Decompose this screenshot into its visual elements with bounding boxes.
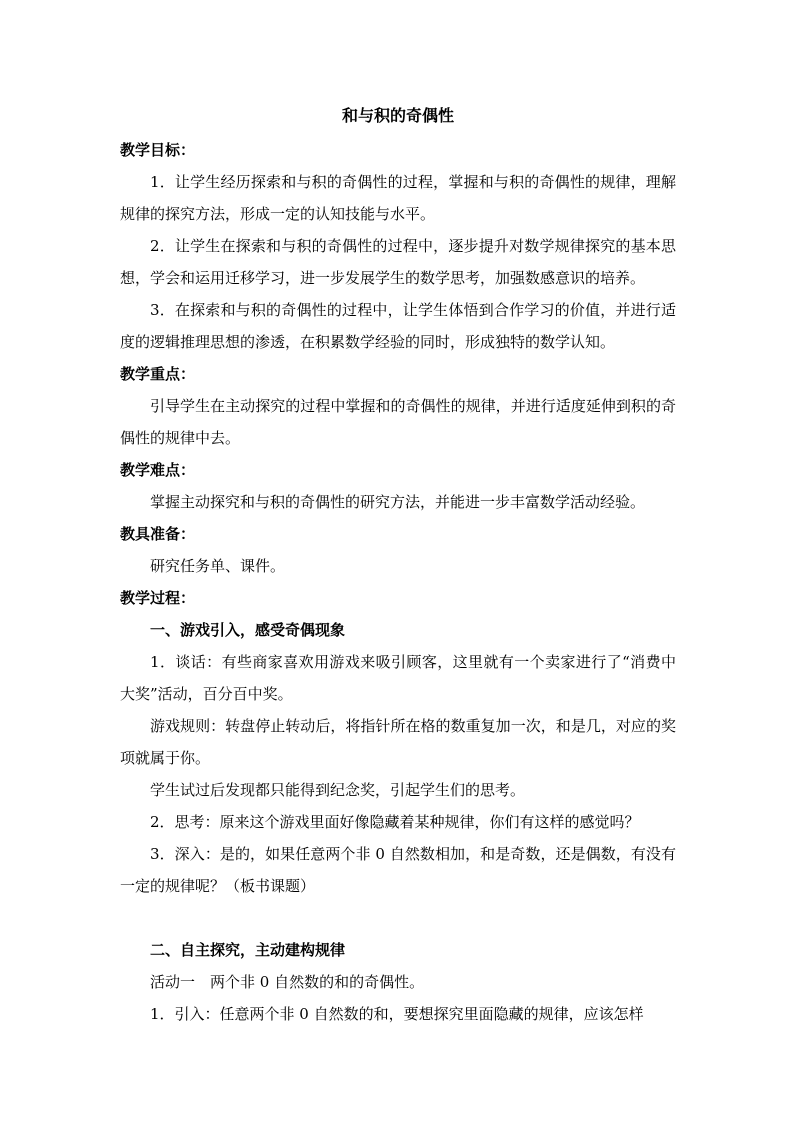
part1-paragraph-1: 1．谈话：有些商家喜欢用游戏来吸引顾客，这里就有一个卖家进行了“消费中大奖”活动，百分百中奖。 [120, 653, 676, 703]
document-page [120, 100, 676, 1030]
part1-paragraph-2: 游戏规则：转盘停止转动后，将指针所在格的数重复加一次，和是几，对应的奖项就属于你。 [120, 717, 676, 767]
difficulty-paragraph: 掌握主动探究和与积的奇偶性的研究方法，并能进一步丰富数学活动经验。 [150, 493, 646, 511]
goal-paragraph-2: 2．让学生在探索和与积的奇偶性的过程中，逐步提升对数学规律探究的基本思想，学会和运用迁移学习，进一步发展学生的数学思考，加强数感意识的培养。 [120, 237, 676, 287]
part1-paragraph-4: 2．思考：原来这个游戏里面好像隐藏着某种规律，你们有这样的感觉吗？ [150, 813, 640, 831]
materials-heading: 教具准备： [120, 525, 196, 543]
part1-heading: 一、游戏引入，感受奇偶现象 [150, 621, 346, 639]
key-points-paragraph: 引导学生在主动探究的过程中掌握和的奇偶性的规律，并进行适度延伸到积的奇偶性的规律中去。 [120, 397, 676, 447]
section-spacer [120, 902, 676, 934]
process-heading: 教学过程： [120, 589, 196, 607]
part2-paragraph-2: 1．引入：任意两个非 0 自然数的和，要想探究里面隐藏的规律，应该怎样 [150, 1005, 644, 1023]
materials-paragraph: 研究任务单、课件。 [150, 557, 286, 575]
goal-paragraph-3: 3．在探索和与积的奇偶性的过程中，让学生体悟到合作学习的价值，并进行适度的逻辑推理思想的渗透，在积累数学经验的同时，形成独特的数学认知。 [120, 301, 676, 351]
part2-paragraph-1: 活动一 两个非 0 自然数的和的奇偶性。 [150, 973, 425, 991]
difficulty-heading: 教学难点： [120, 461, 196, 479]
part1-paragraph-3: 学生试过后发现都只能得到纪念奖，引起学生们的思考。 [150, 781, 526, 799]
goal-paragraph-1: 1．让学生经历探索和与积的奇偶性的过程，掌握和与积的奇偶性的规律，理解规律的探究方法，形成一定的认知技能与水平。 [120, 173, 676, 223]
document-title: 和与积的奇偶性 [341, 106, 454, 125]
goals-heading: 教学目标： [120, 141, 196, 159]
part2-heading: 二、自主探究，主动建构规律 [150, 941, 346, 959]
part1-paragraph-5: 3．深入：是的，如果任意两个非 0 自然数相加，和是奇数，还是偶数，有没有一定的规律呢？（板书课题） [120, 845, 676, 895]
key-points-heading: 教学重点： [120, 365, 196, 383]
